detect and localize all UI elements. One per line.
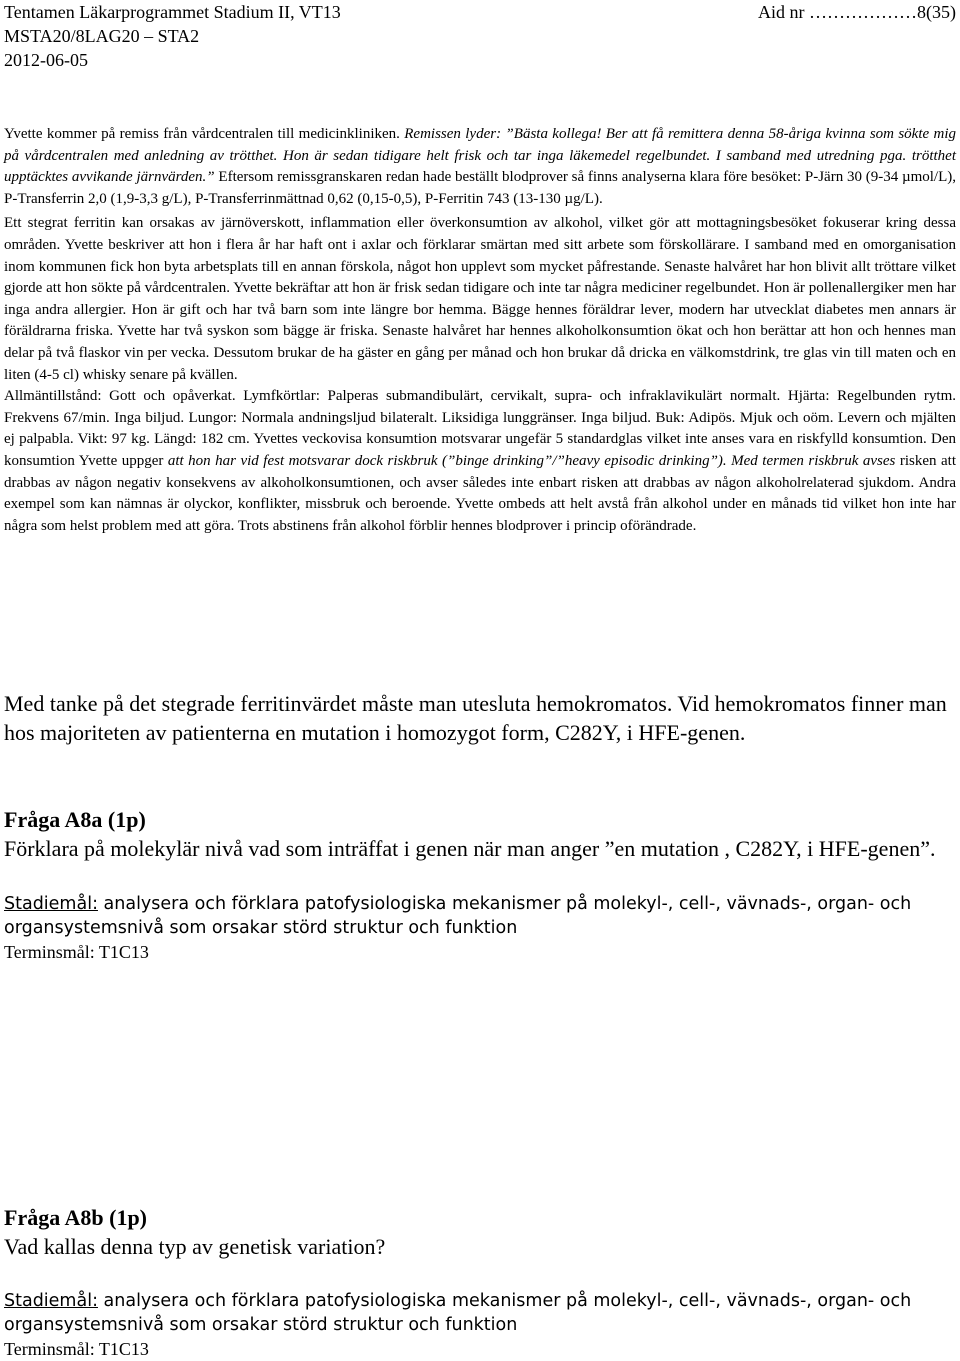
question-a8a-text: Förklara på molekylär nivå vad som inträffat i genen när man anger ”en mutation , C282Y, i HFE-genen”. [4,836,936,861]
course-code: MSTA20/8LAG20 – STA2 [4,26,200,46]
stadiemal-text: analysera och förklara patofysiologiska mekanismer på molekyl-, cell-, vävnads-, organ- och organsystemsnivå som orsakar störd struktur och funktion [4,1291,912,1335]
stadiemal-a8b [4,1289,956,1337]
aid-number: Aid nr ………………8(35) [758,2,956,22]
riskbruk-italic-text: att hon har vid fest motsvarar dock riskbruk (”binge drinking”/”heavy episodic drinking”). Med termen riskbruk avses [167,452,896,469]
exam-title: Tentamen Läkarprogrammet Stadium II, VT13 [4,2,341,22]
hemochromatosis-intro: Med tanke på det stegrade ferritinvärdet måste man utesluta hemokromatos. Vid hemokromatos finner man hos majoriteten av patienterna en mutation i homozygot form, C282Y, i HFE-genen. [4,691,947,745]
lab-results-text: Eftersom remissgranskaren redan hade beställt blodprover så finns analyserna klara före besöket: P-Järn 30 (9-34 µmol/L), P-Transferrin 2,0 (1,9-3,3 g/L), P-Transferrinmättnad 0,62 (0,15-0,5), P-Ferritin 743 (13-130 µg/L). [4,169,957,207]
riskbruk-explanation-text: risken att drabbas av någon negativ konsekvens av alkoholkonsumtionen, och avser således inte enbart risken att drabbas av någon alkoholrelaterad sjukdom. Andra exempel som kan nämnas är olyckor, konflikter, missbruk och beroende. Yvette ombeds att helt avstå från alkohol under en månads tid vilket hon inte har några som helst problem med att göra. Trots abstinens från alkohol förblir hennes blodprover i princip oförändrade. [4,452,957,534]
stadiemal-label: Stadiemål: [4,1291,98,1311]
history-text: Ett stegrat ferritin kan orsakas av järnöverskott, inflammation eller överkonsumtion av alkohol, vilket gör att mottagningsbesöket fokuserar kring dessa områden. Yvette beskriver att hon i flera år har haft ont i axlar och förklarar smärtan med sitt arbete som förskollärare. I samband med en omorganisation inom kommunen fick hon byta arbetsplats till en annan förskola, något hon upplevt som mycket påfrestande. Senaste halvåret har hon blivit allt tröttare vilket gjorde att hon sökte på vårdcentralen. Yvette bekräftar att hon är frisk sedan tidigare och inte tar några mediciner regelbundet. Hon är pollenallergiker men har inga andra allergier. Hon är gift och har två barn som inte längre bor hemma. Bägge hennes föräldrar lever, modern har utvecklat diabetes men annars är föräldrarna friska. Yvette har två syskon som bägge är friska. Senaste halvåret har hennes alkoholkonsumtion ökat och hon berättar att hon och hennes man delar på två flaskor vin per vecka. Dessutom brukar de ha gäster en gång per månad och hon brukar då dricka en välkomstdrink, tre glas vin till maten och en liten (4-5 cl) whisky senare på kvällen. [4,215,956,383]
question-a8a [4,805,956,964]
case-paragraph-referral [4,124,956,210]
question-a8a-label: Fråga A8a (1p) [4,807,146,832]
referral-quote: Remissen lyder: ”Bästa kollega! Ber att få remittera denna 58-åriga kvinna som sökte mig på vårdcentralen med anledning av trötthet. Hon är sedan tidigare helt frisk och tar inga läkemedel regelbundet. I samband med utredning pga. trötthet upptäcktes avvikande järnvärden.” [4,126,957,186]
question-a8b [4,1203,956,1361]
stadiemal-a8a [4,892,956,940]
case-description [4,124,956,537]
stadiemal-label: Stadiemål: [4,894,98,914]
exam-page [4,0,957,1359]
case-paragraph-history [4,213,956,386]
terminsmal-a8a: Terminsmål: T1C13 [4,942,149,962]
terminsmal-a8b: Terminsmål: T1C13 [4,1339,149,1359]
page-header [4,0,956,75]
exam-findings-text: Allmäntillstånd: Gott och opåverkat. Lymfkörtlar: Palperas submandibulärt, cervikalt, supra- och infraklavikulärt normalt. Hjärta: Regelbunden rytm. Frekvens 67/min. Inga biljud. Lungor: Normala andningsljud bilateralt. Liksidiga lunggränser. Inga biljud. Buk: Adipös. Mjuk och oöm. Levern och mjälten ej palpabla. Vikt: 97 kg. Längd: 182 cm. Yvettes veckovisa konsumtion motsvarar ungefär 5 standardglas vilket inte anses vara en riskfylld konsumtion. Den konsumtion Yvette uppger [4,388,956,469]
exam-date: 2012-06-05 [4,50,88,70]
question-a8b-label: Fråga A8b (1p) [4,1205,147,1230]
stadiemal-text: analysera och förklara patofysiologiska mekanismer på molekyl-, cell-, vävnads-, organ- och organsystemsnivå som orsakar störd struktur och funktion [4,894,912,938]
case-paragraph-exam [4,386,956,537]
header-left [4,0,341,72]
case-intro-text: Yvette kommer på remiss från vårdcentralen till medicinkliniken. [4,126,405,142]
question-a8b-text: Vad kallas denna typ av genetisk variation? [4,1234,386,1259]
